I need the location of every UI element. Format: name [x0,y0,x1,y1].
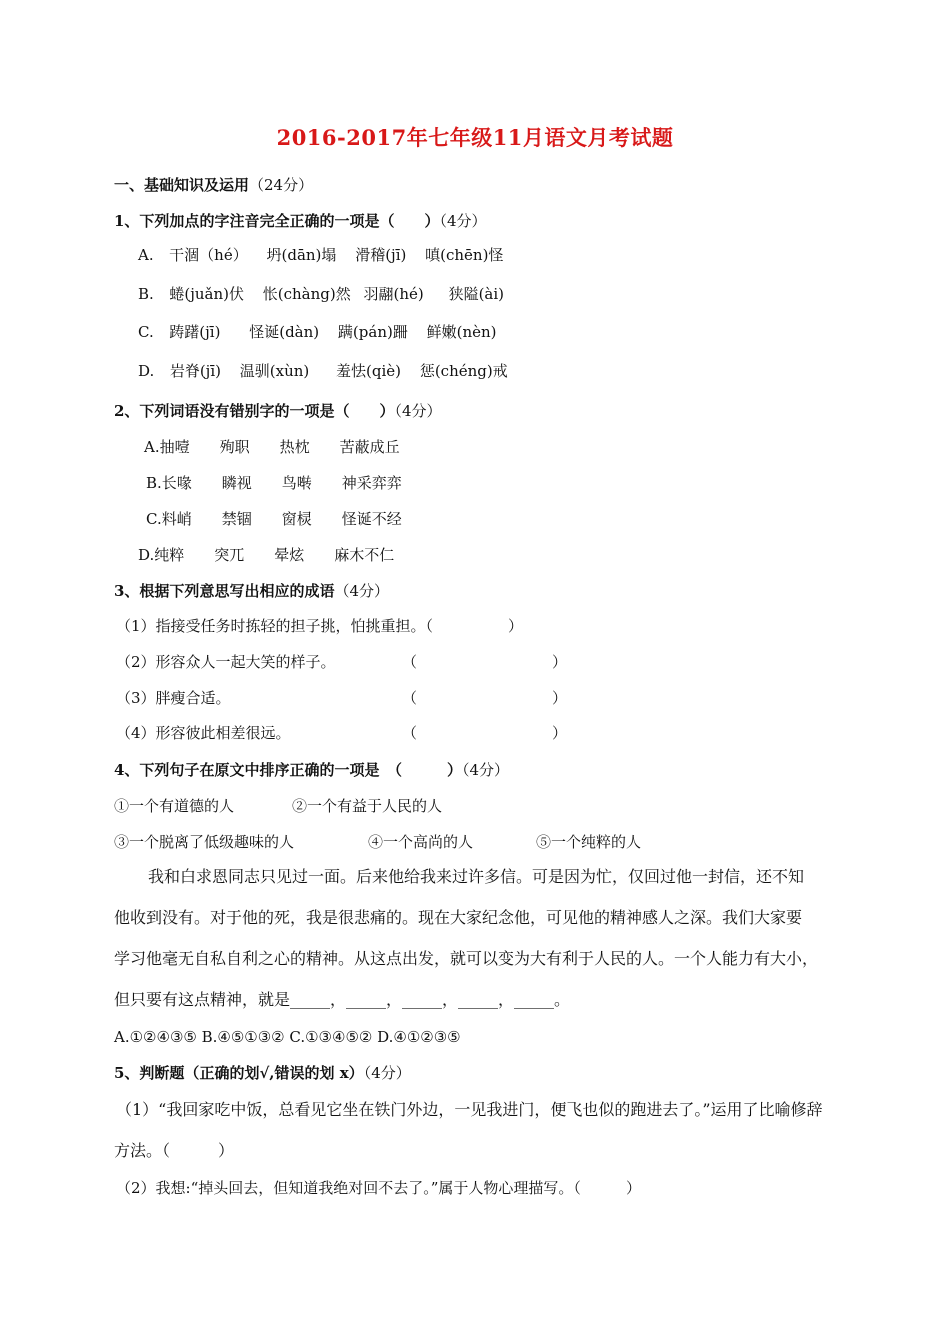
option-item: 滑稽(jī) [355,246,407,264]
option-item: 干涸（hé） [169,246,248,264]
question-2 [114,400,442,422]
question-3-item-2: （2）形容众人一起大笑的样子。 [116,653,336,671]
question-2-option-c: C.料峭 禁锢 窗棂 怪诞不经 [146,510,402,528]
option-item: 怪诞(dàn) [249,323,320,341]
question-5 [114,1062,411,1084]
question-3-item-4: （4）形容彼此相差很远。 [116,724,291,742]
question-5-item-1: （1）“我回家吃中饭，总看见它坐在铁门外边，一见我进门，便飞也似的跑进去了。”运用了比喻修辞 [116,1100,823,1119]
question-3-item-1: （1）指接受任务时拣轻的担子挑，怕挑重担。（ ） [116,617,524,635]
question-3 [114,580,389,602]
question-1-option-d [138,360,508,382]
question-2-option-a: A.抽噎 殉职 热枕 苦蔽成丘 [144,438,400,456]
question-3-score: （4分） [334,582,389,600]
question-4-answers: A.①②④③⑤ B.④⑤①③② C.①③④⑤② D.④①②③⑤ [114,1028,461,1046]
question-1-option-c [138,321,497,343]
option-label: C. [138,323,154,341]
option-item: 羽翮(hé) [363,285,424,303]
option-item: 岩脊(jī) [169,362,221,380]
question-2-option-d: D.纯粹 突兀 晕炫 麻木不仁 [138,546,395,564]
sentence-option: ①一个有道德的人 [114,797,235,815]
page-title: 2016-2017年七年级11月语文月考试题 [276,125,674,150]
section-heading [114,174,313,196]
question-4-stem: 4、下列句子在原文中排序正确的一项是 （ ） [114,761,462,779]
passage-line: 但只要有这点精神，就是_____，_____，_____，_____，_____。 [114,990,571,1009]
option-label: A. [138,246,154,264]
question-2-stem: 2、下列词语没有错别字的一项是（ ） [114,402,395,420]
question-1-option-b [138,283,504,305]
answer-blank[interactable]: （ ） [402,724,568,742]
sentence-option: ⑤一个纯粹的人 [536,833,642,851]
question-1-score: （4分） [439,212,487,230]
question-1-option-a [138,244,503,266]
question-1 [114,210,487,232]
option-item: 羞怯(qiè) [336,362,402,380]
question-5-item-2: （2）我想:“掉头回去，但知道我绝对回不去了。”属于人物心理描写。（ ） [116,1179,641,1197]
option-item: 踌躇(jī) [169,323,221,341]
option-label: D. [138,362,155,380]
option-item: 坍(dān)塌 [266,246,337,264]
sentence-option: ④一个高尚的人 [368,833,474,851]
passage-line: 我和白求恩同志只见过一面。后来他给我来过许多信。可是因为忙，仅回过他一封信，还不知 [148,867,805,886]
option-item: 蹒(pán)跚 [337,323,408,341]
option-label: B. [138,285,154,303]
question-5-stem: 5、判断题（正确的划√,错误的划 x） [114,1064,364,1082]
answer-blank[interactable]: （ ） [402,689,568,707]
question-1-stem: 1、下列加点的字注音完全正确的一项是（ ） [114,212,440,230]
option-item: 蜷(juǎn)伏 [169,285,244,303]
question-4-score: （4分） [461,761,509,779]
question-5-score: （4分） [363,1064,411,1082]
option-item: 惩(chéng)戒 [419,362,508,380]
option-item: 狭隘(ài) [448,285,505,303]
option-item: 嗔(chēn)怪 [425,246,504,264]
question-4 [114,759,509,781]
option-item: 温驯(xùn) [239,362,310,380]
passage-line: 学习他毫无自私自利之心的精神。从这点出发，就可以变为大有利于人民的人。一个人能力有大小， [114,949,819,968]
section-score: （24分） [249,176,314,194]
option-item: 怅(chàng)然 [262,285,351,303]
sentence-option: ②一个有益于人民的人 [292,797,443,815]
question-2-option-b: B.长喙 瞵视 鸟啭 神采弈弈 [146,474,402,492]
question-3-stem: 3、根据下列意思写出相应的成语 [114,582,335,600]
question-5-item-1-cont: 方法。（ ） [114,1141,235,1160]
passage-line: 他收到没有。对于他的死，我是很悲痛的。现在大家纪念他，可见他的精神感人之深。我们大家要 [114,908,803,927]
sentence-option: ③一个脱离了低级趣味的人 [114,833,295,851]
option-item: 鲜嫩(nèn) [426,323,497,341]
section-title: 一、基础知识及运用 [114,176,250,194]
question-3-item-3: （3）胖瘦合适。 [116,689,231,707]
question-2-score: （4分） [394,402,442,420]
answer-blank[interactable]: （ ） [402,653,568,671]
